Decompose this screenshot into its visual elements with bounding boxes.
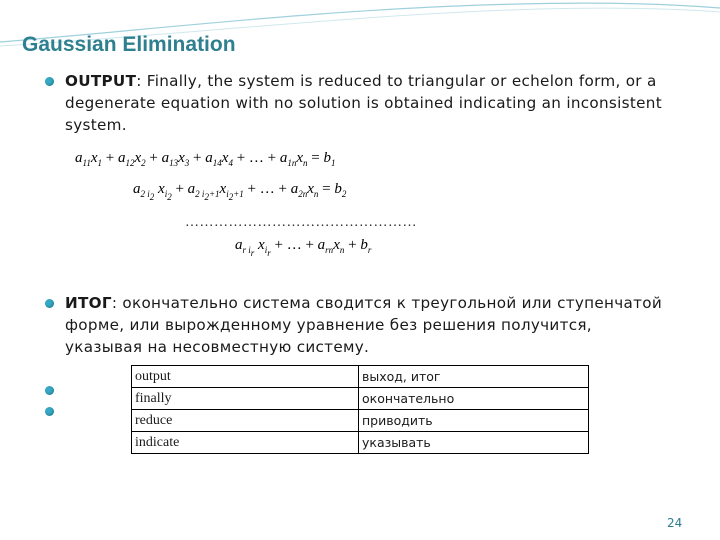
bullet-icon [45,386,54,395]
term-english: reduce [132,410,359,432]
itog-paragraph [65,292,670,358]
term-russian: указывать [359,432,589,454]
output-text: : Finally, the system is reduced to triangular or echelon form, or a degenerate equation with no solution is obtained indicating an inconsistent system. [65,72,662,134]
output-term: OUTPUT [65,72,137,90]
slide-title: Gaussian Elimination [22,33,236,56]
term-russian: приводить [359,410,589,432]
bullet-icon [45,77,54,86]
term-english: finally [132,388,359,410]
table-row [132,388,589,410]
ellipsis: … [259,181,275,197]
bullet-icon [45,407,54,416]
equation-row-2: $a_{2 i_2}$ $x_{i_2} + a_{2 i_2+1}x_{i_2+1}$ + … + $a_{2n}x_n = b_2$ [133,181,347,202]
equation-row-1: $a_{11}x_1 + a_{12}x_2 + a_{13}x_3 + a_{14}x_4$ + … + $a_{1n}x_n = b_1$ [75,150,336,168]
term-english: output [132,366,359,388]
itog-term: ИТОГ [65,294,112,312]
bullet-icon [45,299,54,308]
page-number: 24 [667,516,683,530]
table-row [132,410,589,432]
equation-row-r: $a_{r i_r}$ $x_{i_r}$ + … + $a_{rn}x_n + b_r$ [235,237,372,258]
term-russian: окончательно [359,388,589,410]
dots-row: ………………………………………… [185,215,417,230]
term-russian: выход, итог [359,366,589,388]
ellipsis: … [286,237,302,253]
itog-text: : окончательно система сводится к треугольной или ступенчатой форме, или вырожденному уравнение без решения получится, указывая на несовместную систему. [65,294,663,356]
table-row [132,366,589,388]
output-paragraph [65,70,665,136]
ellipsis: … [248,150,264,166]
vocabulary-table [131,365,589,454]
table-row [132,432,589,454]
term-english: indicate [132,432,359,454]
